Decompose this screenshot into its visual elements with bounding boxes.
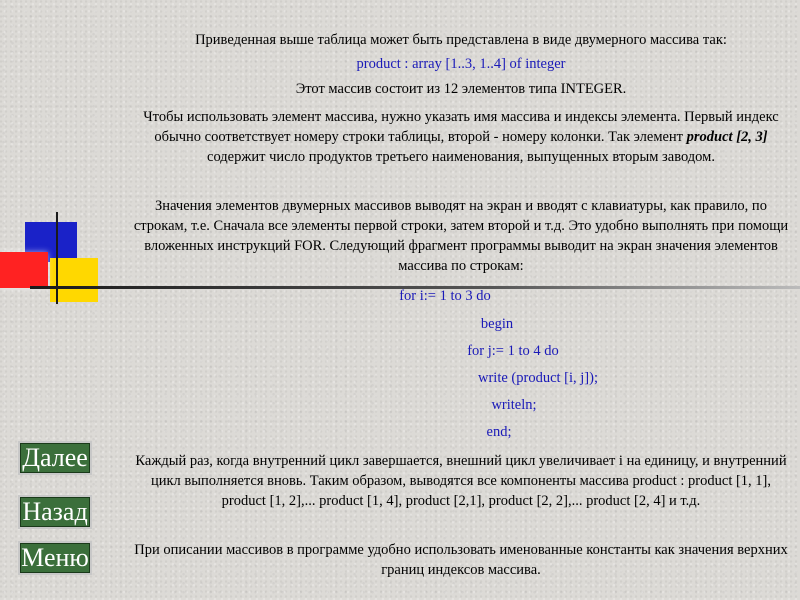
paragraph-output: Значения элементов двумерных массивов выводят на экран и вводят с клавиатуры, как правило, по строкам, т.е. Сначала все элементы первой строки, затем второй и т.д. Это удобно выполнять при помощи вложенных инструкций FOR. Следующий фрагмент программы выводит на экран значения элементов массива по строкам: [133,198,789,274]
back-button[interactable]: Назад [18,495,92,529]
paragraph-intro: Приведенная выше таблица может быть представлена в виде двумерного массива так: [195,32,727,48]
next-button[interactable]: Далее [18,441,92,475]
paragraph-size: Этот массив состоит из 12 элементов типа INTEGER. [295,81,627,97]
indexing-example: product [2, 3] [686,129,768,145]
indexing-text-b: содержит число продуктов третьего наименования, выпущенных вторым заводом. [207,149,715,165]
code-line: begin [480,316,514,332]
menu-button[interactable]: Меню [18,541,92,575]
paragraph-indexing [122,107,800,167]
decor-vertical-line [56,212,58,304]
paragraph-constants: При описании массивов в программе удобно использовать именованные константы как значения верхних границ индексов массива. [134,542,788,578]
indexing-text-a: Чтобы использовать элемент массива, нужно указать имя массива и индексы элемента. Первый индекс обычно соответствует номеру строки таблицы, второй - номеру колонки. Так элемент [143,109,779,145]
code-line: end; [486,424,512,440]
code-line: writeln; [491,397,537,413]
paragraph-loop: Каждый раз, когда внутренний цикл завершается, внешний цикл увеличивает i на единицу, и внутренний цикл выполняется вновь. Таким образом, выводятся все компоненты массива product : product [1, 1], product [1, 2],... product [1, 4], product [2,1], product [2, 2],... product [2, 4] и т.д. [135,453,787,509]
code-line: for j:= 1 to 4 do [467,343,559,359]
code-line: for i:= 1 to 3 do [399,288,491,304]
code-line: write (product [i, j]); [478,370,598,386]
decor-red-square [0,252,48,288]
array-declaration: product : array [1..3, 1..4] of integer [356,56,566,72]
